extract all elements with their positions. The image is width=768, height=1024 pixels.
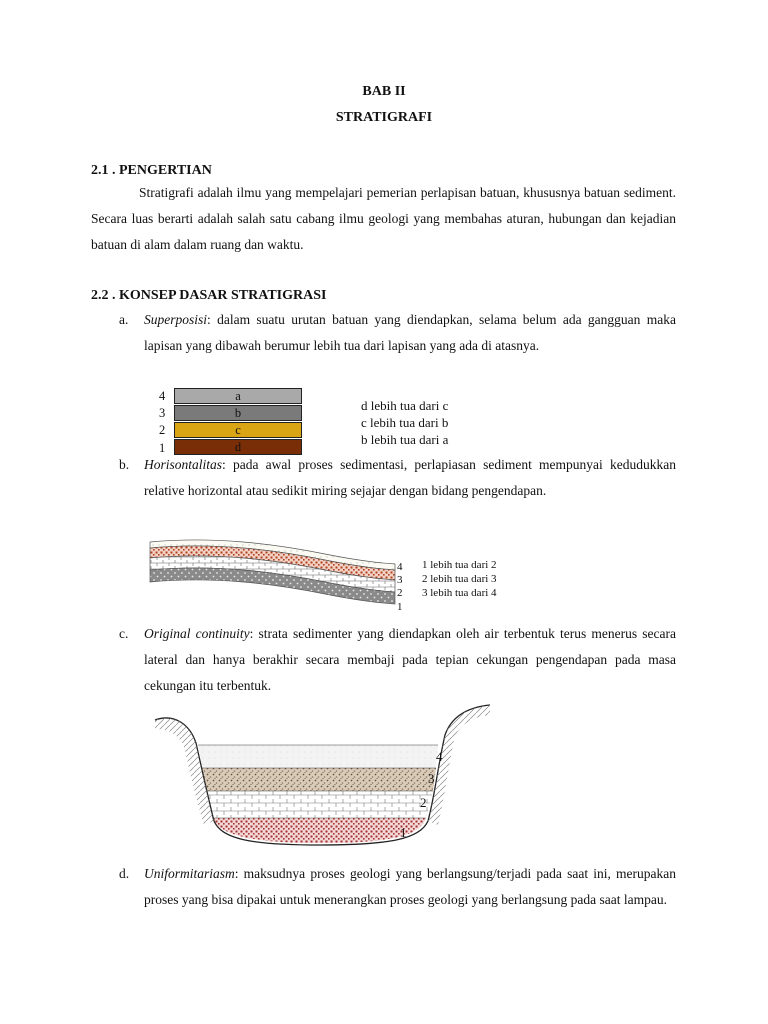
item-a-body: : dalam suatu urutan batuan yang diendapkan, selama belum ada gangguan maka lapisan yang dibawah berumur lebih tua dari lapisan yang ada di atasnya.	[144, 312, 676, 353]
item-d-body: : maksudnya proses geologi yang berlangsung/terjadi pada saat ini, merupakan proses yang bisa dipakai untuk menerangkan proses geologi yang berlangsung pada saat lampau.	[144, 866, 676, 907]
item-c-text	[144, 621, 676, 699]
continuity-number: 4	[436, 749, 443, 764]
section-heading-pengertian: 2.1 . PENGERTIAN	[91, 163, 212, 178]
item-letter-c: c.	[119, 626, 129, 641]
item-d-text	[144, 861, 676, 913]
superposition-note: d lebih tua dari c	[361, 398, 449, 413]
item-letter-d: d.	[119, 866, 130, 881]
horizontality-note: 1 lebih tua dari 2	[422, 559, 497, 571]
layer-number: 3	[159, 406, 166, 420]
superposition-note: c lebih tua dari b	[361, 415, 449, 430]
horizontality-note: 2 lebih tua dari 3	[422, 573, 497, 585]
item-d-term: Uniformitariasm	[144, 866, 235, 881]
chapter-title: STRATIGRAFI	[335, 110, 433, 125]
item-b-body: : pada awal proses sedimentasi, perlapiasan sediment mempunyai kedudukkan relative horizontal atau sedikit miring sejajar dengan bidang pengendapan.	[144, 457, 676, 498]
superposition-note: b lebih tua dari a	[361, 432, 449, 447]
item-b-term: Horisontalitas	[144, 457, 223, 472]
paragraph-pengertian: Stratigrafi adalah ilmu yang mempelajari pemerian perlapisan batuan, khususnya batuan sediment. Secara luas berarti adalah salah satu cabang ilmu geologi yang membahas aturan, hubungan dan kejadian batuan di alam dalam ruang dan waktu.	[91, 185, 676, 252]
item-c-term: Original continuity	[144, 626, 250, 641]
item-b-text	[144, 452, 676, 504]
continuity-number: 2	[420, 795, 427, 810]
layer-b: b	[174, 405, 302, 421]
item-a-text	[144, 307, 676, 359]
ground-hatch-right	[428, 705, 490, 825]
continuity-number: 3	[428, 771, 435, 786]
basin-layer-2	[206, 791, 433, 818]
layer-c: c	[174, 422, 302, 438]
item-a-term: Superposisi	[144, 312, 208, 327]
chapter-label: BAB II	[362, 84, 406, 99]
item-letter-a: a.	[119, 312, 129, 327]
basin-layer-3	[202, 768, 436, 791]
horizontality-number: 2	[397, 587, 403, 599]
layer-a: a	[174, 388, 302, 404]
layer-number: 1	[159, 441, 166, 455]
figure-horizontality	[145, 536, 405, 616]
horizontality-note: 3 lebih tua dari 4	[422, 587, 497, 599]
section-heading-konsep: 2.2 . KONSEP DASAR STRATIGRASI	[91, 288, 327, 303]
figure-original-continuity	[140, 695, 500, 855]
horizontality-number: 1	[397, 601, 403, 613]
basin-layer-4	[198, 745, 438, 768]
horizontality-number: 3	[397, 574, 403, 586]
layer-number: 2	[159, 423, 166, 437]
item-letter-b: b.	[119, 457, 130, 472]
layer-d: d	[174, 439, 302, 455]
item-c-body: : strata sedimenter yang diendapkan oleh air terbentuk terus menerus secara lateral dan hanya berakhir secara membaji pada tepian cekungan pengendapan pada masa cekungan itu terbentuk.	[144, 626, 676, 693]
layer-number: 4	[159, 389, 166, 403]
continuity-number: 1	[400, 825, 407, 840]
horizontality-number: 4	[397, 561, 403, 573]
